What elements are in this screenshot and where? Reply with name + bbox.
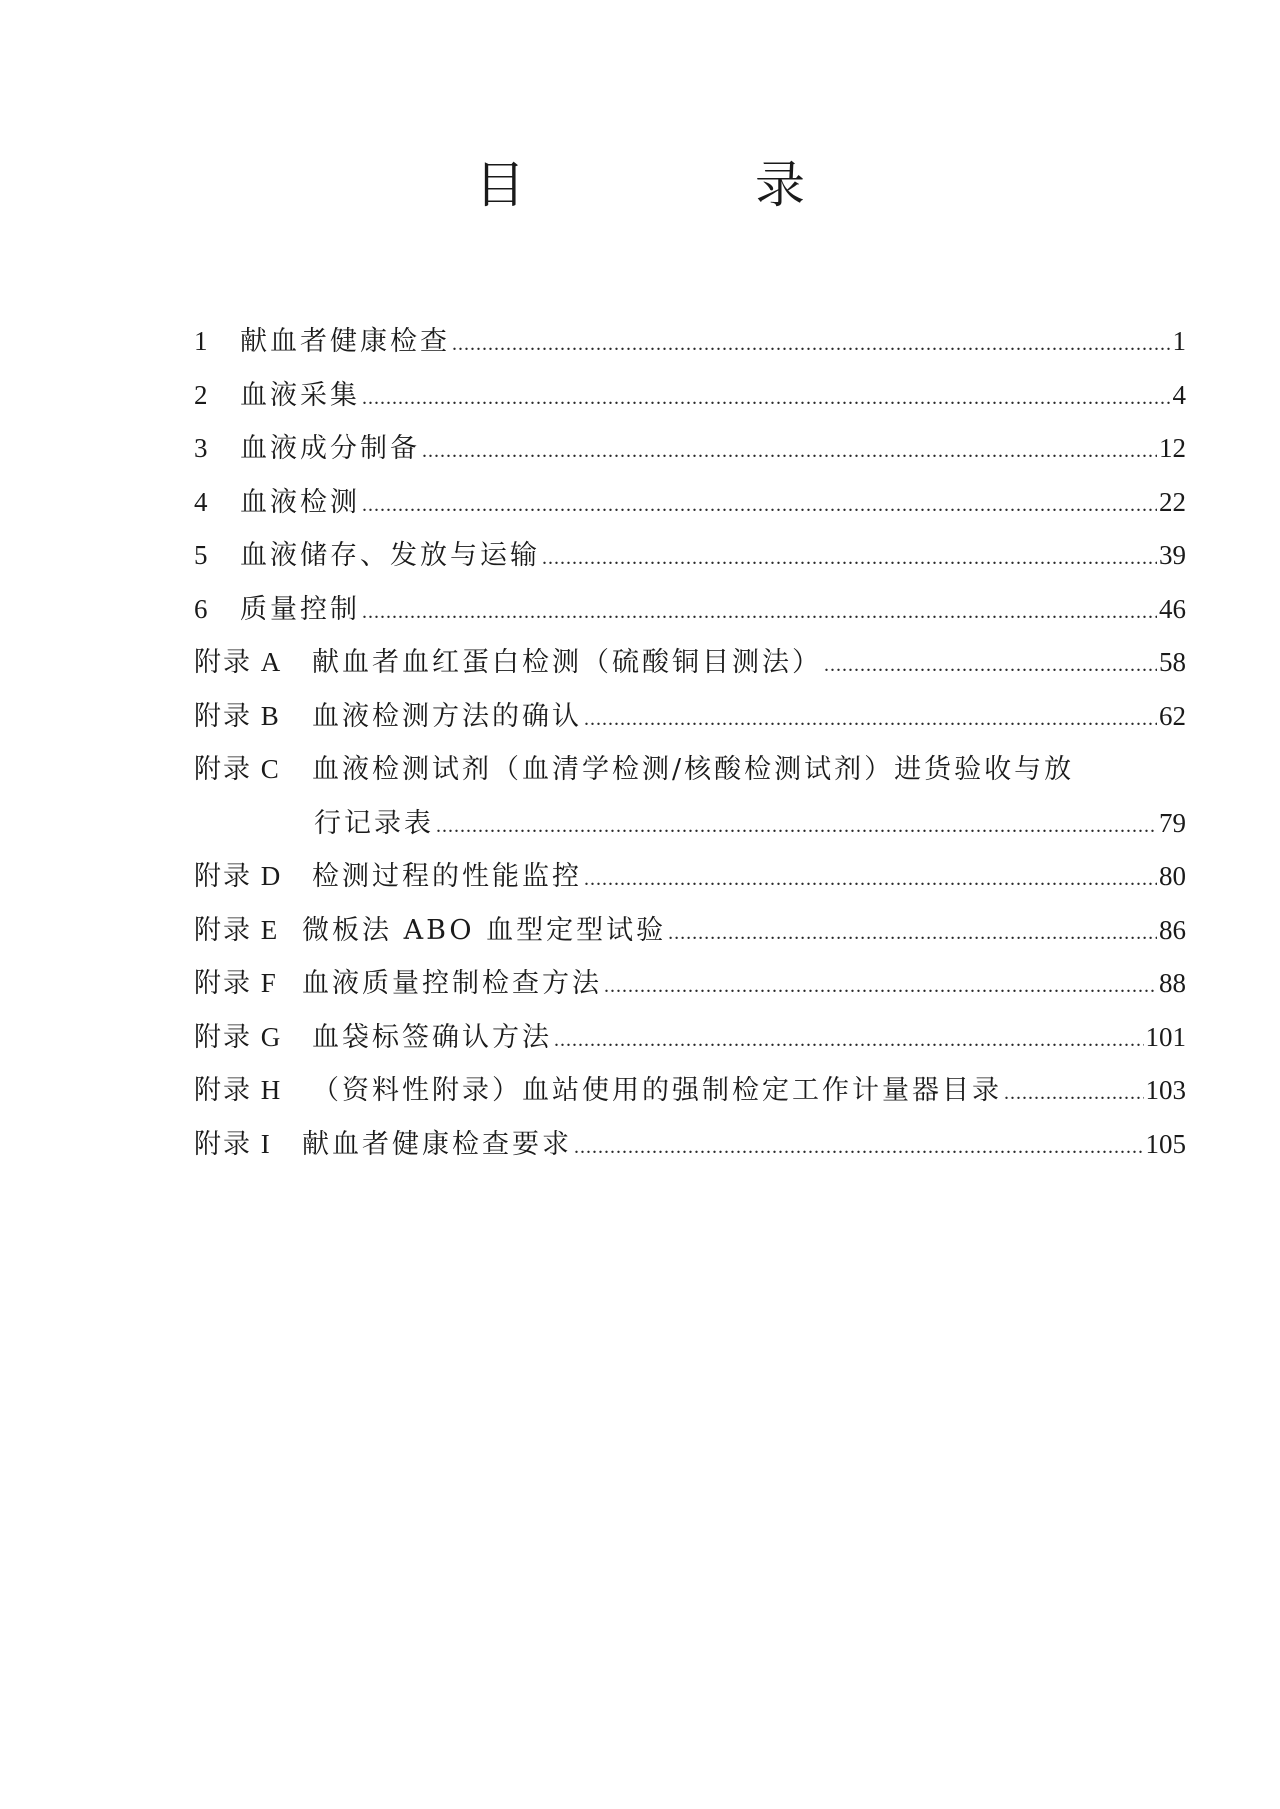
toc-leader-dots	[362, 586, 1157, 640]
toc-leader-dots	[362, 372, 1171, 426]
toc-entry-4[interactable]	[194, 476, 1186, 530]
toc-leader-dots	[1004, 1067, 1144, 1121]
toc-entry-6[interactable]	[194, 583, 1186, 637]
toc-entry-page: 80	[1159, 861, 1186, 891]
toc-entry-3[interactable]	[194, 422, 1186, 476]
toc-entry-label-continued: 行记录表	[314, 807, 434, 839]
toc-entry-number: 附录 F	[194, 968, 278, 998]
toc-entry-number: 附录 H	[194, 1075, 283, 1105]
toc-entry-appendix-c-continued[interactable]	[194, 797, 1186, 851]
toc-entry-number: 4	[194, 486, 208, 517]
toc-entry-label: 血液检测方法的确认	[312, 700, 582, 732]
toc-leader-dots	[452, 318, 1171, 372]
toc-entry-number: 附录 D	[194, 861, 283, 891]
toc-leader-dots	[574, 1121, 1144, 1175]
toc-entry-number: 5	[194, 540, 208, 570]
toc-entry-page: 62	[1159, 700, 1186, 731]
toc-entry-number: 6	[194, 593, 208, 624]
toc-entry-label: 血液检测试剂（血清学检测/核酸检测试剂）进货验收与放	[312, 754, 1075, 785]
toc-entry-page: 4	[1172, 379, 1186, 410]
toc-entry-label: 献血者健康检查要求	[302, 1128, 572, 1160]
toc-entry-number: 附录 G	[194, 1021, 283, 1052]
toc-entry-number: 附录 I	[194, 1128, 272, 1159]
toc-leader-dots	[362, 479, 1157, 533]
toc-leader-dots	[436, 800, 1157, 854]
toc-entry-number: 附录 E	[194, 914, 280, 945]
page-title: 目 录	[475, 156, 895, 214]
toc-entry-page: 58	[1159, 647, 1186, 677]
toc-entry-5[interactable]	[194, 529, 1186, 583]
toc-entry-appendix-a[interactable]	[194, 636, 1186, 690]
toc-entry-number: 附录 A	[194, 647, 283, 677]
toc-entry-2[interactable]	[194, 369, 1186, 423]
toc-leader-dots	[604, 960, 1157, 1014]
toc-entry-appendix-d[interactable]	[194, 850, 1186, 904]
toc-entry-page: 39	[1159, 540, 1186, 570]
table-of-contents	[194, 315, 1186, 1171]
toc-entry-page: 1	[1172, 326, 1186, 356]
toc-entry-label: 血液储存、发放与运输	[240, 540, 540, 571]
toc-entry-page: 103	[1145, 1075, 1186, 1105]
toc-entry-page: 12	[1159, 433, 1186, 463]
toc-leader-dots	[584, 693, 1157, 747]
toc-leader-dots	[554, 1014, 1144, 1068]
toc-entry-label: 微板法 ABO 血型定型试验	[302, 914, 667, 946]
toc-entry-label: 血液成分制备	[240, 433, 420, 464]
toc-entry-appendix-c[interactable]	[194, 743, 1186, 797]
toc-entry-page: 22	[1159, 486, 1186, 517]
toc-leader-dots	[824, 639, 1157, 693]
toc-entry-label: 质量控制	[240, 593, 360, 625]
toc-entry-appendix-i[interactable]	[194, 1118, 1186, 1172]
toc-entry-label: 血液质量控制检查方法	[302, 968, 602, 999]
toc-leader-dots	[668, 907, 1157, 961]
toc-entry-appendix-h[interactable]	[194, 1064, 1186, 1118]
toc-entry-label: （资料性附录）血站使用的强制检定工作计量器目录	[312, 1075, 1002, 1106]
toc-entry-label: 血袋标签确认方法	[312, 1021, 552, 1053]
toc-entry-page: 88	[1159, 968, 1186, 998]
toc-entry-number: 1	[194, 326, 208, 356]
toc-leader-dots	[542, 532, 1157, 586]
toc-entry-page: 79	[1159, 807, 1186, 838]
toc-entry-label: 血液检测	[240, 486, 360, 518]
toc-leader-dots	[422, 425, 1157, 479]
toc-entry-number: 附录 C	[194, 754, 281, 784]
toc-leader-dots	[584, 853, 1157, 907]
toc-entry-appendix-g[interactable]	[194, 1011, 1186, 1065]
toc-entry-number: 3	[194, 433, 208, 463]
toc-entry-1[interactable]	[194, 315, 1186, 369]
toc-entry-page: 46	[1159, 593, 1186, 624]
toc-entry-label: 献血者健康检查	[240, 326, 450, 357]
toc-entry-appendix-e[interactable]	[194, 904, 1186, 958]
toc-entry-number: 附录 B	[194, 700, 281, 731]
toc-entry-appendix-f[interactable]	[194, 957, 1186, 1011]
toc-entry-label: 检测过程的性能监控	[312, 861, 582, 892]
toc-entry-label: 献血者血红蛋白检测（硫酸铜目测法）	[312, 647, 822, 678]
toc-entry-page: 86	[1159, 914, 1186, 945]
toc-entry-number: 2	[194, 379, 208, 410]
toc-entry-appendix-b[interactable]	[194, 690, 1186, 744]
toc-entry-page: 101	[1145, 1021, 1186, 1052]
toc-entry-label: 血液采集	[240, 379, 360, 411]
toc-entry-page: 105	[1145, 1128, 1186, 1159]
